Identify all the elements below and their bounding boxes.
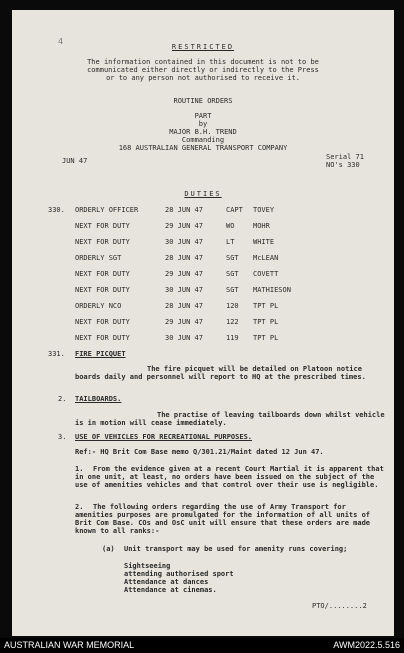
- para-1-number: 1.: [75, 465, 84, 473]
- date-ref: JUN 47: [62, 157, 88, 165]
- duty-date: 28 JUN 47: [165, 206, 203, 214]
- duty-name: TPT PL: [253, 318, 279, 326]
- duty-date: 30 JUN 47: [165, 334, 203, 342]
- duty-role: ORDERLY NCO: [75, 302, 122, 310]
- duty-date: 28 JUN 47: [165, 302, 203, 310]
- duty-date: 30 JUN 47: [165, 286, 203, 294]
- duty-date: 29 JUN 47: [165, 270, 203, 278]
- notice-line-1: The information contained in this document is not to be: [87, 58, 319, 66]
- archive-footer: [0, 638, 404, 653]
- duty-date: 30 JUN 47: [165, 238, 203, 246]
- source-label: AUSTRALIAN WAR MEMORIAL: [4, 640, 135, 650]
- item-number-330: 330.: [48, 206, 65, 214]
- duty-role: ORDERLY SGT: [75, 254, 122, 262]
- para-2-text: The following orders regarding the use of Army Transport for amenities purposes are promulgated for the information of all units of Brit Com Base. COs and OsC unit will ensure that these orders are made known to all ranks:-: [75, 503, 371, 535]
- amenity-item: Sightseeing: [124, 562, 171, 570]
- item-number-331: 331.: [48, 350, 65, 358]
- duty-name: TOVEY: [253, 206, 275, 214]
- duty-rank: 119: [226, 334, 239, 342]
- item-number-332: 2.: [58, 395, 67, 403]
- duty-date: 29 JUN 47: [165, 318, 203, 326]
- duty-name: TPT PL: [253, 302, 279, 310]
- part-label: PART: [194, 112, 212, 120]
- duty-name: TPT PL: [253, 334, 279, 342]
- duty-role: NEXT FOR DUTY: [75, 222, 130, 230]
- duty-rank: SGT: [226, 254, 239, 262]
- notice-line-2: communicated either directly or indirectly to the Press: [87, 66, 319, 74]
- by-label: by: [198, 120, 208, 128]
- duties-heading: DUTIES: [184, 190, 222, 198]
- duty-name: COVETT: [253, 270, 279, 278]
- duty-date: 28 JUN 47: [165, 254, 203, 262]
- para-1-text: From the evidence given at a recent Court Martial it is apparent that in one unit, at least, no orders have been issued on the subject of the use of amenities vehicles and that control over their use is negligible.: [75, 465, 384, 489]
- item-number-333: 3.: [58, 433, 67, 441]
- para-2-number: 2.: [75, 503, 84, 511]
- page-turn-note: PTO/........2: [312, 602, 367, 610]
- duty-role: NEXT FOR DUTY: [75, 286, 130, 294]
- officer-name: MAJOR B.H. TREND: [169, 128, 237, 136]
- amenity-item: Attendance at dances: [124, 578, 209, 586]
- duty-rank: WO: [226, 222, 235, 230]
- document-page: [12, 10, 394, 636]
- duty-role: NEXT FOR DUTY: [75, 238, 130, 246]
- amenity-item: Attendance at cinemas.: [124, 586, 217, 594]
- classification-heading: RESTRICTED: [171, 43, 235, 51]
- vehicles-heading: USE OF VEHICLES FOR RECREATIONAL PURPOSES.: [75, 433, 253, 441]
- duty-rank: CAPT: [226, 206, 243, 214]
- reference-line: Ref:- HQ Brit Com Base memo Q/301.21/Maint dated 12 Jun 47.: [75, 448, 324, 456]
- duty-date: 29 JUN 47: [165, 222, 203, 230]
- tailboards-heading: TAILBOARDS.: [75, 395, 122, 403]
- duty-role: NEXT FOR DUTY: [75, 318, 130, 326]
- notice-line-3: or to any person not authorised to receive it.: [106, 74, 300, 82]
- duty-name: MOHR: [253, 222, 270, 230]
- routine-orders-title: ROUTINE ORDERS: [173, 97, 233, 105]
- duty-rank: SGT: [226, 270, 239, 278]
- tailboards-text: The practise of leaving tailboards down whilst vehicle is in motion will cease immediately.: [75, 411, 385, 427]
- serial-number: Serial 71: [326, 153, 364, 161]
- duty-rank: 120: [226, 302, 239, 310]
- amenity-item: attending authorised sport: [124, 570, 234, 578]
- duty-rank: 122: [226, 318, 239, 326]
- duty-name: McLEAN: [253, 254, 279, 262]
- duty-role: ORDERLY OFFICER: [75, 206, 139, 214]
- fire-picquet-text: The fire picquet will be detailed on Platoon notice boards daily and personnel will report to HQ at the prescribed times.: [75, 365, 366, 381]
- order-numbers: NO's 330: [326, 161, 360, 169]
- commanding-label: Commanding: [181, 136, 225, 144]
- duty-role: NEXT FOR DUTY: [75, 270, 130, 278]
- unit-name: 168 AUSTRALIAN GENERAL TRANSPORT COMPANY: [118, 144, 288, 152]
- duty-rank: SGT: [226, 286, 239, 294]
- fire-picquet-heading: FIRE PICQUET: [75, 350, 126, 358]
- duty-rank: LT: [226, 238, 235, 246]
- duty-name: MATHIESON: [253, 286, 291, 294]
- pencil-mark: 4: [58, 37, 64, 46]
- sub-para-a-label: (a): [102, 545, 115, 553]
- duty-name: WHITE: [253, 238, 275, 246]
- archive-reference: AWM2022.5.516: [333, 640, 400, 650]
- duty-role: NEXT FOR DUTY: [75, 334, 130, 342]
- sub-para-a-text: Unit transport may be used for amenity runs covering;: [124, 545, 348, 553]
